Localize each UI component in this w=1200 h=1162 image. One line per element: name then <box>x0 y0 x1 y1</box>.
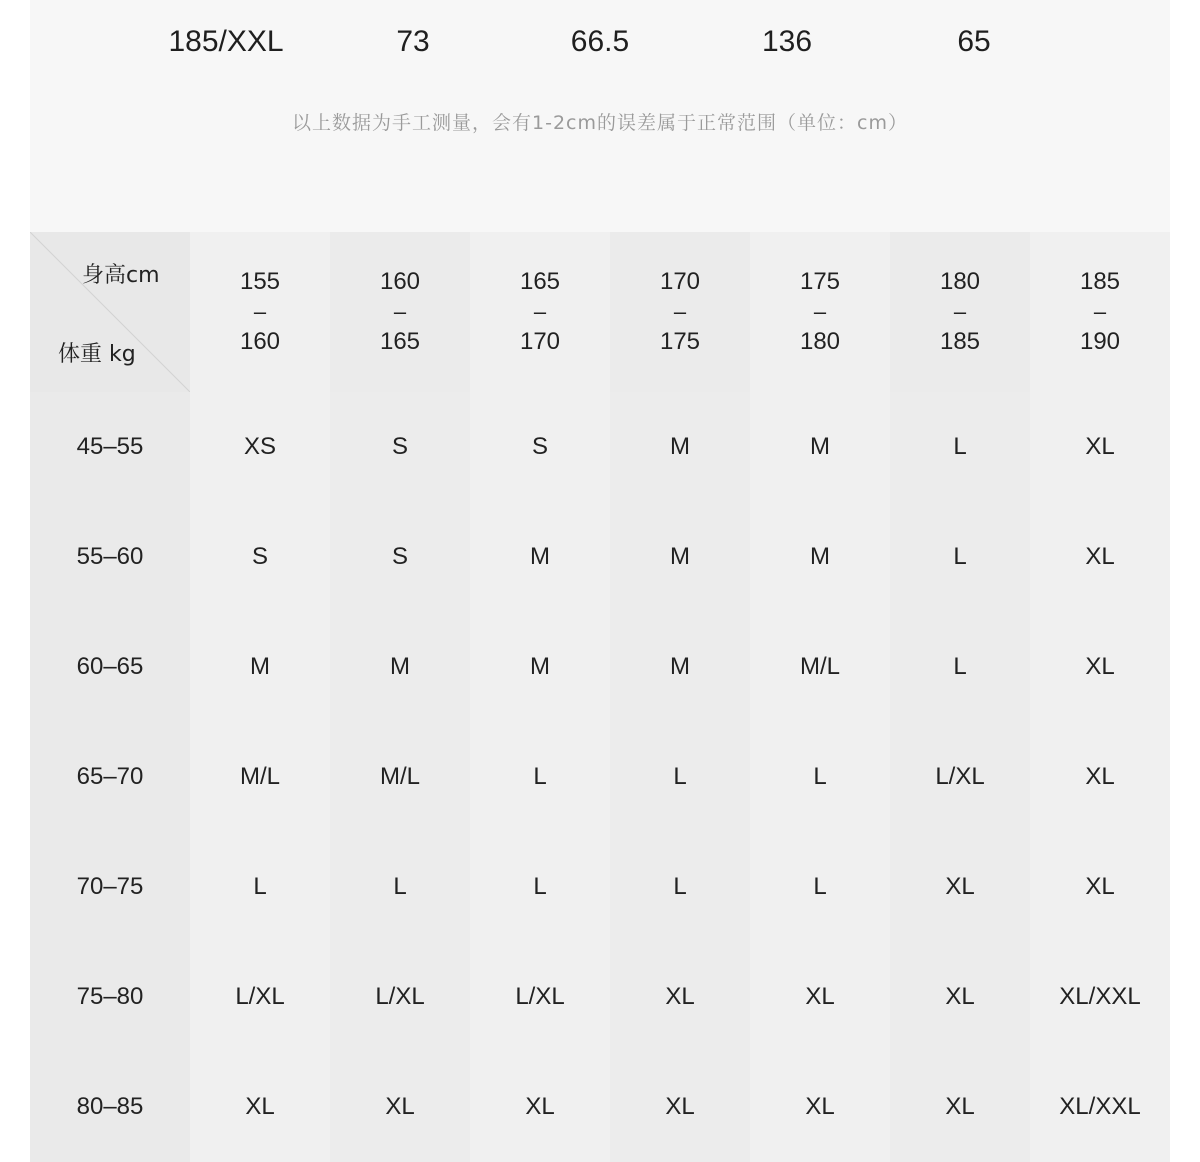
weight-row-header: 75–80 <box>30 942 190 1052</box>
size-cell: L <box>750 722 890 832</box>
size-cell: L <box>470 832 610 942</box>
size-cell: S <box>470 392 610 502</box>
height-range-from: 155 <box>239 268 281 295</box>
measurement-note: 以上数据为手工测量，会有1-2cm的误差属于正常范围（单位：cm） <box>292 112 908 134</box>
size-cell: XL <box>610 942 750 1052</box>
size-cell: L/XL <box>470 942 610 1052</box>
size-cell: XL <box>470 1052 610 1162</box>
height-range-to: 175 <box>659 328 701 355</box>
weight-axis-label: 体重 kg <box>58 342 136 367</box>
size-cell: S <box>330 392 470 502</box>
measurement-value: 65 <box>957 25 991 58</box>
height-range-sep: – <box>1093 299 1107 324</box>
height-column-header <box>750 232 890 392</box>
size-cell: L <box>750 832 890 942</box>
weight-row-header: 60–65 <box>30 612 190 722</box>
size-cell: L/XL <box>190 942 330 1052</box>
height-column-header <box>190 232 330 392</box>
size-cell: M <box>330 612 470 722</box>
size-cell: L <box>610 832 750 942</box>
height-range-to: 170 <box>519 328 561 355</box>
size-value: 185/XXL <box>168 25 284 58</box>
size-cell: XL <box>1030 832 1170 942</box>
size-cell: XL <box>1030 612 1170 722</box>
measurement-value: 136 <box>761 25 813 58</box>
weight-row-header: 45–55 <box>30 392 190 502</box>
height-column-header <box>890 232 1030 392</box>
size-cell: L/XL <box>330 942 470 1052</box>
height-range-from: 175 <box>799 268 841 295</box>
size-cell: M <box>610 612 750 722</box>
height-range-sep: – <box>953 299 967 324</box>
size-cell: XL <box>330 1052 470 1162</box>
size-cell: XS <box>190 392 330 502</box>
size-cell: XL <box>750 1052 890 1162</box>
measurement-panel <box>30 0 1170 232</box>
size-cell: M <box>610 502 750 612</box>
size-cell: XL/XXL <box>1030 1052 1170 1162</box>
height-range-from: 170 <box>659 268 701 295</box>
size-cell: M <box>750 502 890 612</box>
size-cell: XL <box>890 832 1030 942</box>
weight-row-header: 55–60 <box>30 502 190 612</box>
height-column-header <box>330 232 470 392</box>
diagonal-divider <box>30 232 190 392</box>
size-cell: S <box>330 502 470 612</box>
height-range-sep: – <box>533 299 547 324</box>
size-cell: L <box>610 722 750 832</box>
height-range-from: 185 <box>1079 268 1121 295</box>
weight-row-header: 80–85 <box>30 1052 190 1162</box>
height-range-from: 165 <box>519 268 561 295</box>
height-column-header <box>610 232 750 392</box>
height-range-to: 180 <box>799 328 841 355</box>
size-cell: M <box>750 392 890 502</box>
size-cell: L <box>330 832 470 942</box>
size-cell: M <box>470 502 610 612</box>
size-cell: L <box>890 392 1030 502</box>
height-range-sep: – <box>253 299 267 324</box>
height-range-to: 165 <box>379 328 421 355</box>
size-cell: M/L <box>330 722 470 832</box>
size-cell: L <box>890 502 1030 612</box>
size-cell: M/L <box>750 612 890 722</box>
size-cell: L <box>190 832 330 942</box>
measurement-value: 73 <box>396 25 430 58</box>
height-column-header <box>1030 232 1170 392</box>
size-cell: XL <box>1030 722 1170 832</box>
size-cell: M <box>610 392 750 502</box>
size-cell: XL <box>190 1052 330 1162</box>
height-range-from: 160 <box>379 268 421 295</box>
table-corner-header <box>30 232 190 392</box>
size-cell: XL <box>610 1052 750 1162</box>
height-range-sep: – <box>393 299 407 324</box>
size-cell: XL <box>1030 502 1170 612</box>
measurement-row <box>30 20 1170 64</box>
height-range-sep: – <box>673 299 687 324</box>
weight-row-header: 65–70 <box>30 722 190 832</box>
height-column-header <box>470 232 610 392</box>
height-range-sep: – <box>813 299 827 324</box>
size-cell: XL <box>890 942 1030 1052</box>
size-cell: L <box>890 612 1030 722</box>
size-cell: XL <box>750 942 890 1052</box>
size-cell: M <box>190 612 330 722</box>
size-cell: XL/XXL <box>1030 942 1170 1052</box>
weight-row-header: 70–75 <box>30 832 190 942</box>
size-cell: L <box>470 722 610 832</box>
height-range-to: 160 <box>239 328 281 355</box>
height-range-to: 185 <box>939 328 981 355</box>
size-cell: M/L <box>190 722 330 832</box>
size-cell: L/XL <box>890 722 1030 832</box>
size-chart-table <box>30 232 1170 1142</box>
height-range-from: 180 <box>939 268 981 295</box>
height-axis-label: 身高cm <box>82 263 160 288</box>
size-cell: S <box>190 502 330 612</box>
size-cell: XL <box>890 1052 1030 1162</box>
measurement-value: 66.5 <box>570 25 630 58</box>
size-cell: XL <box>1030 392 1170 502</box>
size-cell: M <box>470 612 610 722</box>
height-range-to: 190 <box>1079 328 1121 355</box>
